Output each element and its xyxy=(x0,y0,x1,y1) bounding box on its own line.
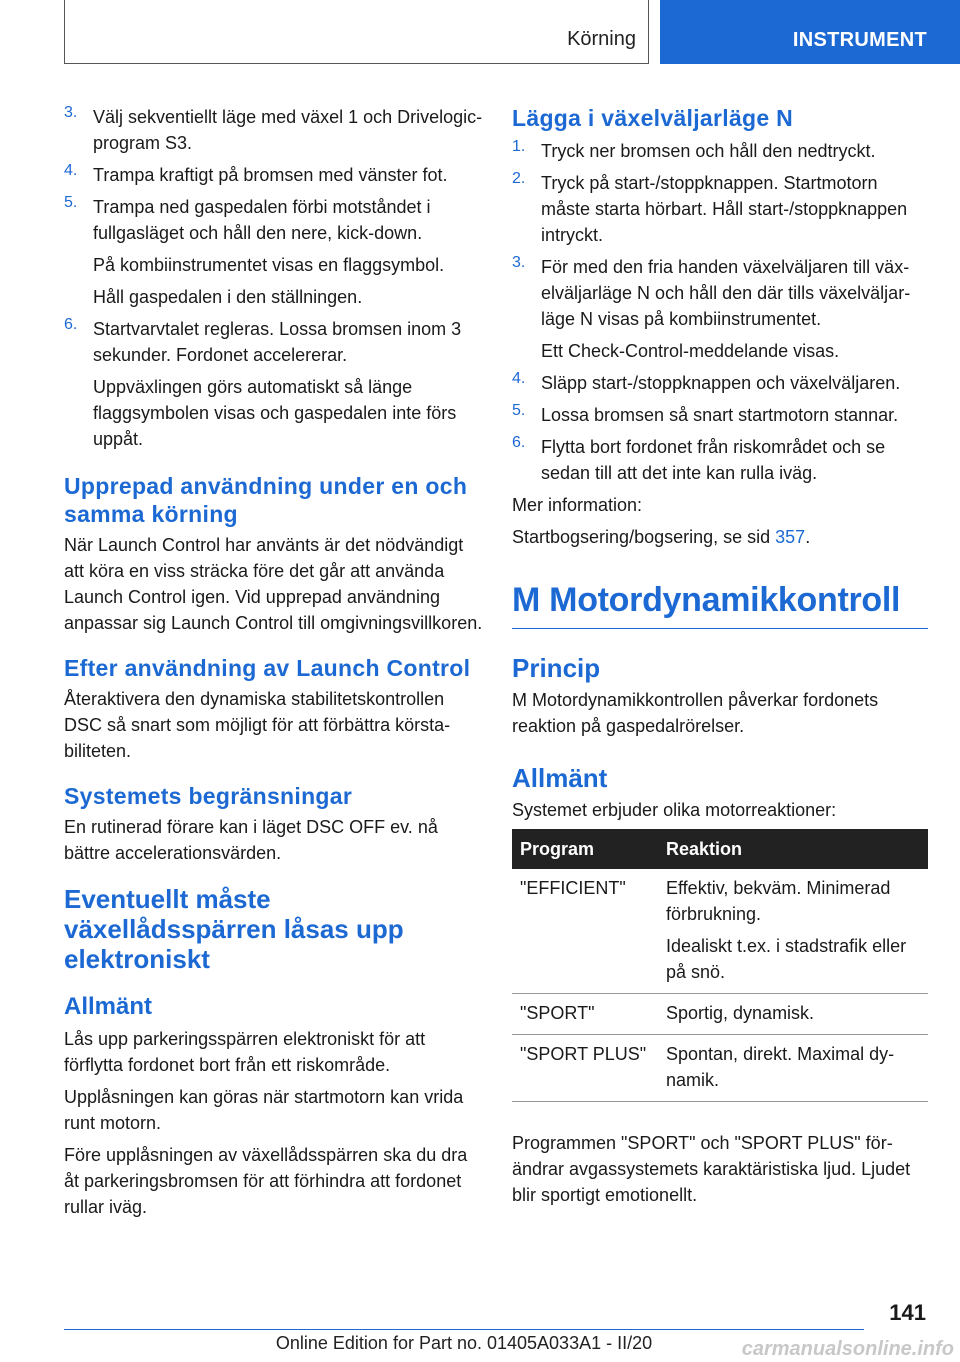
cross-reference-text: Startbogsering/bogsering, se sid xyxy=(512,527,776,547)
list-item xyxy=(64,104,484,156)
step-number: 6. xyxy=(512,434,526,451)
title-rule xyxy=(512,628,928,629)
reaction-cell xyxy=(658,869,928,994)
list-item xyxy=(64,316,484,368)
reaction-text: Effektiv, bekväm. Minimerad förbrukning. xyxy=(666,878,891,924)
cross-reference-end: . xyxy=(805,527,811,547)
column-header-program: Program xyxy=(512,829,658,869)
header-section-tab xyxy=(64,0,649,64)
program-cell: "SPORT PLUS" xyxy=(512,1035,658,1102)
program-table xyxy=(512,829,928,1102)
footer-rule xyxy=(64,1329,864,1330)
left-column xyxy=(64,104,484,1226)
step-text: Tryck ner bromsen och håll den nedtryckt. xyxy=(541,141,876,161)
step-text: Lossa bromsen så snart startmotorn stannar. xyxy=(541,405,899,425)
section-heading: Eventuellt måste växellådsspärren låsas upp elektroniskt xyxy=(64,884,404,974)
list-item xyxy=(64,194,484,246)
table-row xyxy=(512,869,928,994)
header-chapter-label: INSTRUMENT xyxy=(792,29,927,51)
page-number: 141 xyxy=(889,1300,926,1325)
step-number: 4. xyxy=(512,370,526,387)
header-section-label: Körning xyxy=(567,28,636,50)
table-row xyxy=(512,1035,928,1102)
page-link[interactable]: 357 xyxy=(775,527,806,547)
table-row xyxy=(512,994,928,1035)
list-item xyxy=(512,254,928,332)
paragraph: Lås upp parkeringsspärren elektroniskt för att förflytta fordonet bort från ett riskområde. xyxy=(64,1029,426,1075)
reaction-cell xyxy=(658,1035,928,1102)
paragraph: Återaktivera den dynamiska stabilitetskontrollen DSC så snart som möjligt för att förbättra körstabiliteten. xyxy=(64,689,451,761)
list-item xyxy=(512,434,928,486)
list-item xyxy=(64,162,484,188)
step-number: 2. xyxy=(512,170,526,187)
step-number: 5. xyxy=(512,402,526,419)
list-item xyxy=(512,138,928,164)
step-number: 1. xyxy=(512,138,526,155)
step-note: Håll gaspedalen i den ställningen. xyxy=(93,287,363,307)
paragraph: Systemet erbjuder olika motorreaktioner: xyxy=(512,800,837,820)
paragraph: Programmen "SPORT" och "SPORT PLUS" förändrar avgassystemets karaktäristiska ljud. Ljudet blir sportigt emotionellt. xyxy=(512,1133,911,1205)
paragraph: M Motordynamikkontrollen påverkar fordonets reaktion på gaspedalrörelser. xyxy=(512,690,879,736)
list-item xyxy=(512,370,928,396)
step-number: 6. xyxy=(64,316,78,333)
watermark-logo: carmanualsonline.info xyxy=(741,1338,954,1360)
reaction-cell xyxy=(658,994,928,1035)
program-cell: "EFFICIENT" xyxy=(512,869,658,994)
cross-reference xyxy=(512,524,928,550)
subsection-heading: Allmänt xyxy=(512,763,608,793)
step-text: Startvarvtalet regleras. Lossa bromsen inom 3 sekunder. Fordonet accelererar. xyxy=(93,319,462,365)
step-note: Uppväxlingen görs automatiskt så länge flaggsymbolen visas och gaspedalen inte förs uppåt. xyxy=(93,377,457,449)
paragraph: När Launch Control har använts är det nödvändigt att köra en viss sträcka före det går att använda Launch Control igen. Vid upprepad användning anpassar sig Launch Control till omgivningsvillkoren. xyxy=(64,535,483,633)
list-item xyxy=(512,402,928,428)
step-text: Trampa ned gaspedalen förbi motståndet i fullgasläget och håll den nere, kick-down. xyxy=(93,197,431,243)
step-note: På kombiinstrumentet visas en flaggsymbol. xyxy=(93,255,445,275)
reaction-text: Spontan, direkt. Maximal dynamik. xyxy=(666,1044,895,1090)
step-note: Ett Check-Control-meddelande visas. xyxy=(541,341,840,361)
paragraph: Före upplåsningen av växellådsspärren ska du dra åt parkeringsbromsen för att förhindra att fordonet rullar iväg. xyxy=(64,1145,468,1217)
step-number: 3. xyxy=(64,104,78,121)
step-text: Flytta bort fordonet från riskområdet och se sedan till att det inte kan rulla iväg. xyxy=(541,437,886,483)
edition-note: Online Edition for Part no. 01405A033A1 - II/20 xyxy=(275,1333,653,1353)
step-text: Tryck på start-/stoppknappen. Startmotorn måste starta hörbart. Håll start-/stoppknappen intryckt. xyxy=(541,173,908,245)
step-text: Släpp start-/stoppknappen och växelväljaren. xyxy=(541,373,901,393)
step-text: Välj sekventiellt läge med växel 1 och Drivelogic-program S3. xyxy=(93,107,483,153)
subsection-heading: Princip xyxy=(512,653,601,683)
section-heading: Efter användning av Launch Control xyxy=(64,655,471,681)
step-number: 3. xyxy=(512,254,526,271)
chapter-title: M Motordynamikkontroll xyxy=(512,581,901,619)
step-text: För med den fria handen växelväljaren till växelväljarläge N och håll den där tills växelväljarläge N visas på kombiinstrumentet. xyxy=(541,257,911,329)
reaction-text: Sportig, dynamisk. xyxy=(666,1003,815,1023)
step-number: 4. xyxy=(64,162,78,179)
more-info-label: Mer information: xyxy=(512,495,643,515)
program-cell: "SPORT" xyxy=(512,994,658,1035)
reaction-text: Idealiskt t.ex. i stadstrafik eller på snö. xyxy=(666,936,907,982)
column-header-reaction: Reaktion xyxy=(658,829,928,869)
header-chapter-tab xyxy=(660,0,960,64)
subsection-heading: Allmänt xyxy=(64,993,153,1020)
step-number: 5. xyxy=(64,194,78,211)
section-heading: Systemets begränsningar xyxy=(64,783,353,809)
table-header-row xyxy=(512,829,928,869)
list-item xyxy=(512,170,928,248)
section-heading: Lägga i växelväljarläge N xyxy=(512,105,794,131)
section-heading: Upprepad användning under en och samma körning xyxy=(64,473,468,527)
paragraph: En rutinerad förare kan i läget DSC OFF ev. nå bättre accelerationsvärden. xyxy=(64,817,438,863)
right-column xyxy=(512,104,928,1214)
paragraph: Upplåsningen kan göras när startmotorn kan vrida runt motorn. xyxy=(64,1087,464,1133)
step-text: Trampa kraftigt på bromsen med vänster fot. xyxy=(93,165,448,185)
